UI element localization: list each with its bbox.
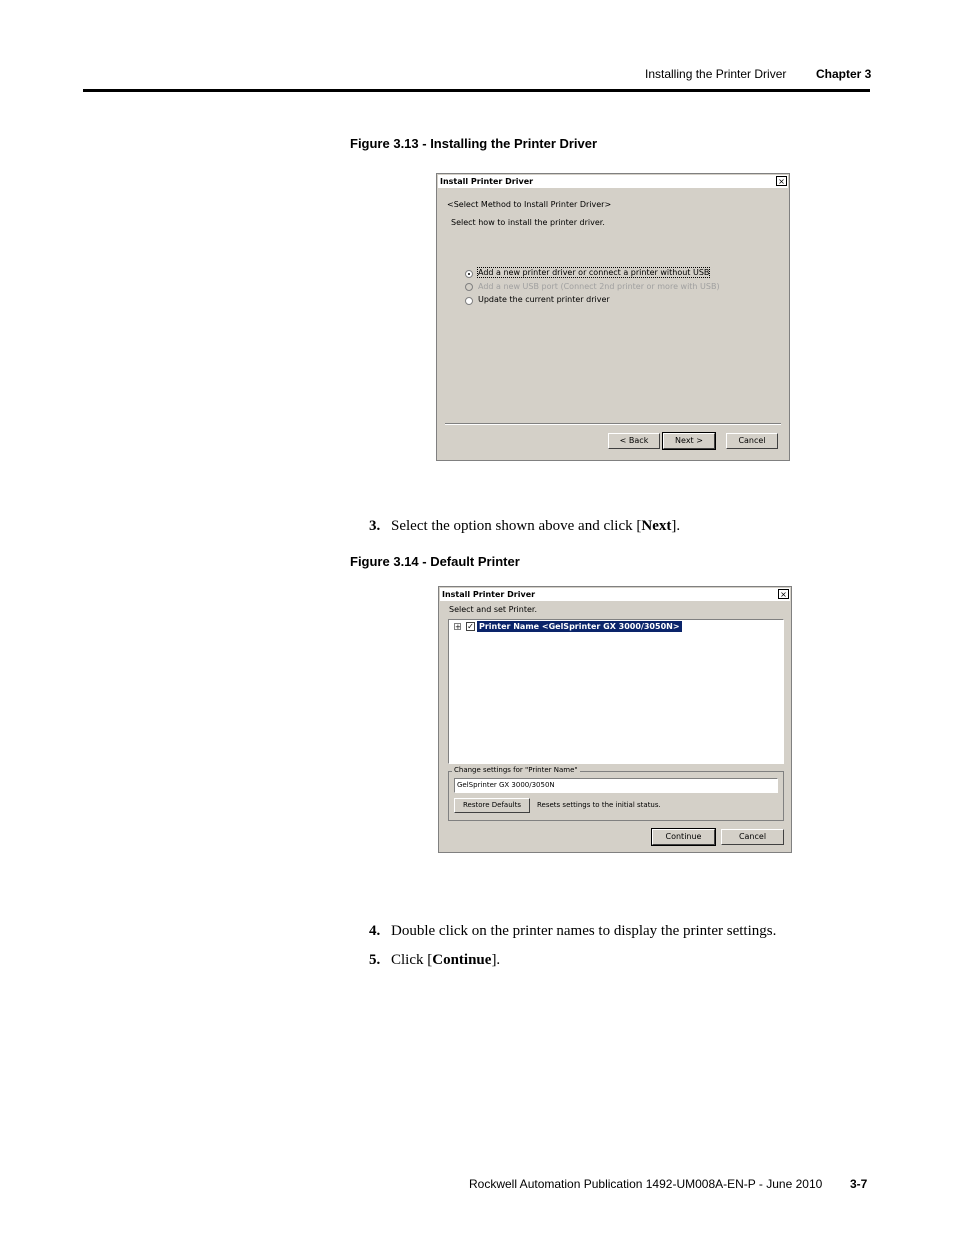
- default-printer-dialog: [438, 586, 792, 853]
- dialog-heading: <Select Method to Install Printer Driver>: [447, 200, 612, 209]
- option-usb-port-label: Add a new USB port (Connect 2nd printer or more with USB): [478, 282, 720, 291]
- dialog-prompt: Select and set Printer.: [449, 605, 538, 614]
- dialog-subheading: Select how to install the printer driver.: [451, 218, 605, 227]
- cancel-button[interactable]: Cancel: [726, 433, 778, 449]
- group-label: Change settings for "Printer Name": [454, 766, 578, 774]
- restore-note: Resets settings to the initial status.: [537, 801, 661, 809]
- expand-icon[interactable]: +: [455, 623, 461, 631]
- back-button[interactable]: < Back: [608, 433, 660, 449]
- next-button[interactable]: Next >: [663, 433, 715, 449]
- close-icon[interactable]: ×: [778, 589, 789, 599]
- option-update-label[interactable]: Update the current printer driver: [478, 295, 610, 304]
- header-section-title: Installing the Printer Driver: [645, 67, 787, 81]
- step-3: 3. Select the option shown above and click [Next].: [369, 518, 681, 534]
- dialog-title: Install Printer Driver: [440, 588, 790, 601]
- install-printer-driver-dialog: [436, 173, 790, 461]
- printer-checkbox[interactable]: ✓: [467, 622, 474, 631]
- footer-page-number: 3-7: [850, 1177, 868, 1191]
- header-chapter: Chapter 3: [816, 67, 872, 81]
- header-rule: [83, 89, 870, 92]
- tree-item-printer-name[interactable]: Printer Name <GelSprinter GX 3000/3050N>: [479, 622, 680, 631]
- step-number: 5.: [369, 952, 381, 968]
- footer-publication: Rockwell Automation Publication 1492-UM008A-EN-P - June 2010: [469, 1177, 823, 1191]
- option-usb-port-radio: [465, 283, 473, 291]
- printer-tree[interactable]: [448, 619, 784, 764]
- step-number: 3.: [369, 518, 381, 534]
- close-icon[interactable]: ×: [776, 176, 787, 186]
- option-update-radio[interactable]: [465, 297, 473, 305]
- option-add-new-radio[interactable]: [465, 270, 473, 278]
- step-5: 5. Click [Continue].: [369, 952, 501, 968]
- dialog-separator: [445, 423, 781, 425]
- cancel-button[interactable]: Cancel: [721, 829, 784, 845]
- step-4: 4. Double click on the printer names to display the printer settings.: [369, 923, 777, 939]
- continue-button[interactable]: Continue: [652, 829, 715, 845]
- dialog-title: Install Printer Driver: [438, 175, 788, 188]
- figure-caption-1: Figure 3.13 - Installing the Printer Driver: [350, 136, 598, 151]
- restore-defaults-button[interactable]: Restore Defaults: [454, 798, 530, 813]
- figure-caption-2: Figure 3.14 - Default Printer: [350, 554, 520, 569]
- option-add-new-label[interactable]: Add a new printer driver or connect a printer without USB: [478, 268, 710, 277]
- printer-name-input[interactable]: GelSprinter GX 3000/3050N: [454, 778, 778, 793]
- step-number: 4.: [369, 923, 381, 939]
